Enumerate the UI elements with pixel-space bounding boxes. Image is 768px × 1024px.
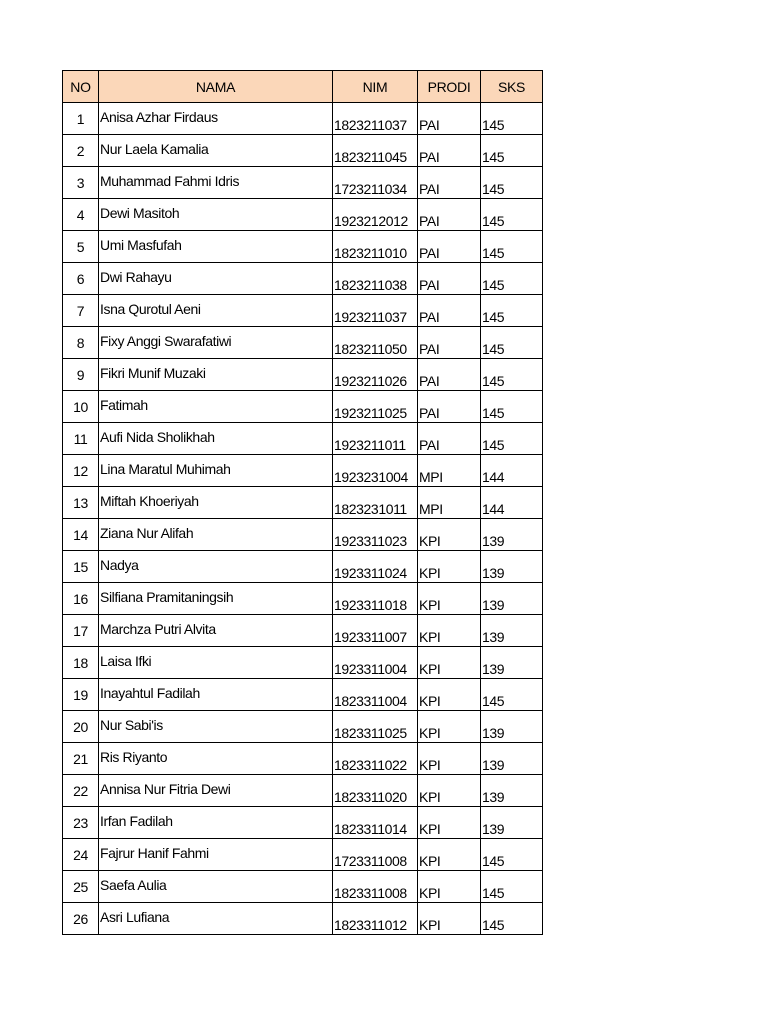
cell-nama: Dwi Rahayu [99, 263, 333, 295]
cell-no: 25 [63, 871, 99, 903]
table-row [63, 295, 543, 327]
table-row [63, 423, 543, 455]
table-header [63, 71, 543, 103]
cell-nim: 1923212012 [333, 199, 418, 231]
cell-sks: 144 [481, 455, 543, 487]
cell-sks: 144 [481, 487, 543, 519]
table-row [63, 615, 543, 647]
cell-prodi: KPI [418, 551, 481, 583]
cell-prodi: MPI [418, 487, 481, 519]
student-table [62, 70, 543, 935]
cell-nim: 1923211026 [333, 359, 418, 391]
cell-nim: 1923311004 [333, 647, 418, 679]
cell-sks: 145 [481, 231, 543, 263]
cell-nama: Annisa Nur Fitria Dewi [99, 775, 333, 807]
cell-nim: 1823311014 [333, 807, 418, 839]
cell-no: 6 [63, 263, 99, 295]
cell-sks: 139 [481, 551, 543, 583]
cell-prodi: PAI [418, 167, 481, 199]
cell-prodi: KPI [418, 583, 481, 615]
cell-nim: 1923211037 [333, 295, 418, 327]
cell-prodi: KPI [418, 903, 481, 935]
cell-no: 18 [63, 647, 99, 679]
cell-prodi: KPI [418, 519, 481, 551]
cell-sks: 145 [481, 679, 543, 711]
cell-nama: Ris Riyanto [99, 743, 333, 775]
table-row [63, 103, 543, 135]
cell-prodi: PAI [418, 103, 481, 135]
cell-prodi: PAI [418, 135, 481, 167]
cell-nama: Miftah Khoeriyah [99, 487, 333, 519]
cell-no: 2 [63, 135, 99, 167]
cell-nama: Nur Sabi'is [99, 711, 333, 743]
cell-prodi: KPI [418, 839, 481, 871]
header-sks: SKS [481, 71, 543, 103]
cell-no: 4 [63, 199, 99, 231]
table-row [63, 711, 543, 743]
cell-no: 15 [63, 551, 99, 583]
cell-sks: 145 [481, 903, 543, 935]
table-row [63, 583, 543, 615]
cell-nim: 1923211025 [333, 391, 418, 423]
cell-nama: Aufi Nida Sholikhah [99, 423, 333, 455]
cell-prodi: PAI [418, 327, 481, 359]
table-body [63, 103, 543, 935]
cell-nim: 1823311004 [333, 679, 418, 711]
cell-nama: Fatimah [99, 391, 333, 423]
cell-no: 19 [63, 679, 99, 711]
cell-nama: Ziana Nur Alifah [99, 519, 333, 551]
cell-sks: 139 [481, 807, 543, 839]
cell-sks: 139 [481, 743, 543, 775]
cell-prodi: KPI [418, 679, 481, 711]
table-row [63, 327, 543, 359]
table-row [63, 679, 543, 711]
cell-sks: 145 [481, 359, 543, 391]
cell-prodi: MPI [418, 455, 481, 487]
cell-no: 22 [63, 775, 99, 807]
table-row [63, 455, 543, 487]
cell-sks: 145 [481, 839, 543, 871]
cell-sks: 145 [481, 327, 543, 359]
cell-nama: Fixy Anggi Swarafatiwi [99, 327, 333, 359]
cell-nama: Umi Masfufah [99, 231, 333, 263]
cell-no: 24 [63, 839, 99, 871]
cell-nim: 1823311008 [333, 871, 418, 903]
table-row [63, 391, 543, 423]
cell-nim: 1823211010 [333, 231, 418, 263]
cell-nama: Silfiana Pramitaningsih [99, 583, 333, 615]
header-nama: NAMA [99, 71, 333, 103]
cell-sks: 145 [481, 295, 543, 327]
cell-nim: 1823211050 [333, 327, 418, 359]
cell-sks: 145 [481, 199, 543, 231]
table-row [63, 167, 543, 199]
cell-no: 9 [63, 359, 99, 391]
cell-nama: Anisa Azhar Firdaus [99, 103, 333, 135]
table-row [63, 647, 543, 679]
cell-nama: Nur Laela Kamalia [99, 135, 333, 167]
cell-nama: Laisa Ifki [99, 647, 333, 679]
cell-nim: 1823211038 [333, 263, 418, 295]
cell-no: 17 [63, 615, 99, 647]
cell-prodi: PAI [418, 423, 481, 455]
table-row [63, 871, 543, 903]
table-row [63, 263, 543, 295]
table-row [63, 231, 543, 263]
cell-nama: Isna Qurotul Aeni [99, 295, 333, 327]
cell-no: 23 [63, 807, 99, 839]
cell-sks: 145 [481, 135, 543, 167]
cell-nama: Marchza Putri Alvita [99, 615, 333, 647]
cell-no: 13 [63, 487, 99, 519]
cell-no: 10 [63, 391, 99, 423]
cell-sks: 145 [481, 263, 543, 295]
header-no: NO [63, 71, 99, 103]
table-row [63, 807, 543, 839]
table-row [63, 903, 543, 935]
cell-nama: Inayahtul Fadilah [99, 679, 333, 711]
cell-nama: Fajrur Hanif Fahmi [99, 839, 333, 871]
cell-nim: 1823311022 [333, 743, 418, 775]
cell-prodi: KPI [418, 647, 481, 679]
cell-prodi: KPI [418, 775, 481, 807]
cell-no: 8 [63, 327, 99, 359]
cell-nama: Nadya [99, 551, 333, 583]
cell-no: 5 [63, 231, 99, 263]
cell-prodi: KPI [418, 743, 481, 775]
cell-nama: Lina Maratul Muhimah [99, 455, 333, 487]
cell-nim: 1923311007 [333, 615, 418, 647]
cell-nama: Dewi Masitoh [99, 199, 333, 231]
cell-no: 1 [63, 103, 99, 135]
cell-sks: 145 [481, 167, 543, 199]
cell-no: 26 [63, 903, 99, 935]
cell-nama: Fikri Munif Muzaki [99, 359, 333, 391]
table-row [63, 135, 543, 167]
header-row [63, 71, 543, 103]
cell-sks: 139 [481, 615, 543, 647]
cell-sks: 139 [481, 775, 543, 807]
table-row [63, 551, 543, 583]
cell-sks: 139 [481, 711, 543, 743]
cell-prodi: KPI [418, 871, 481, 903]
cell-no: 7 [63, 295, 99, 327]
cell-nama: Saefa Aulia [99, 871, 333, 903]
cell-no: 14 [63, 519, 99, 551]
cell-prodi: PAI [418, 231, 481, 263]
cell-no: 16 [63, 583, 99, 615]
cell-nim: 1823311012 [333, 903, 418, 935]
cell-nim: 1823231011 [333, 487, 418, 519]
student-table-container [62, 70, 543, 935]
cell-sks: 145 [481, 871, 543, 903]
cell-no: 20 [63, 711, 99, 743]
cell-nim: 1823311025 [333, 711, 418, 743]
cell-no: 11 [63, 423, 99, 455]
cell-sks: 139 [481, 647, 543, 679]
cell-nim: 1923231004 [333, 455, 418, 487]
cell-prodi: PAI [418, 295, 481, 327]
cell-nama: Asri Lufiana [99, 903, 333, 935]
cell-nim: 1923211011 [333, 423, 418, 455]
cell-sks: 145 [481, 423, 543, 455]
cell-sks: 139 [481, 583, 543, 615]
cell-sks: 145 [481, 391, 543, 423]
cell-nim: 1923311018 [333, 583, 418, 615]
table-row [63, 743, 543, 775]
table-row [63, 487, 543, 519]
cell-sks: 139 [481, 519, 543, 551]
table-row [63, 359, 543, 391]
cell-nama: Irfan Fadilah [99, 807, 333, 839]
cell-nama: Muhammad Fahmi Idris [99, 167, 333, 199]
table-row [63, 839, 543, 871]
cell-nim: 1923311024 [333, 551, 418, 583]
table-row [63, 775, 543, 807]
cell-no: 12 [63, 455, 99, 487]
cell-no: 3 [63, 167, 99, 199]
cell-prodi: PAI [418, 199, 481, 231]
cell-nim: 1823311020 [333, 775, 418, 807]
cell-prodi: PAI [418, 263, 481, 295]
cell-nim: 1723311008 [333, 839, 418, 871]
header-nim: NIM [333, 71, 418, 103]
cell-no: 21 [63, 743, 99, 775]
cell-nim: 1823211045 [333, 135, 418, 167]
cell-nim: 1823211037 [333, 103, 418, 135]
cell-prodi: PAI [418, 391, 481, 423]
table-row [63, 199, 543, 231]
cell-sks: 145 [481, 103, 543, 135]
header-prodi: PRODI [418, 71, 481, 103]
table-row [63, 519, 543, 551]
cell-nim: 1723211034 [333, 167, 418, 199]
cell-prodi: KPI [418, 615, 481, 647]
cell-prodi: PAI [418, 359, 481, 391]
cell-prodi: KPI [418, 807, 481, 839]
cell-nim: 1923311023 [333, 519, 418, 551]
cell-prodi: KPI [418, 711, 481, 743]
